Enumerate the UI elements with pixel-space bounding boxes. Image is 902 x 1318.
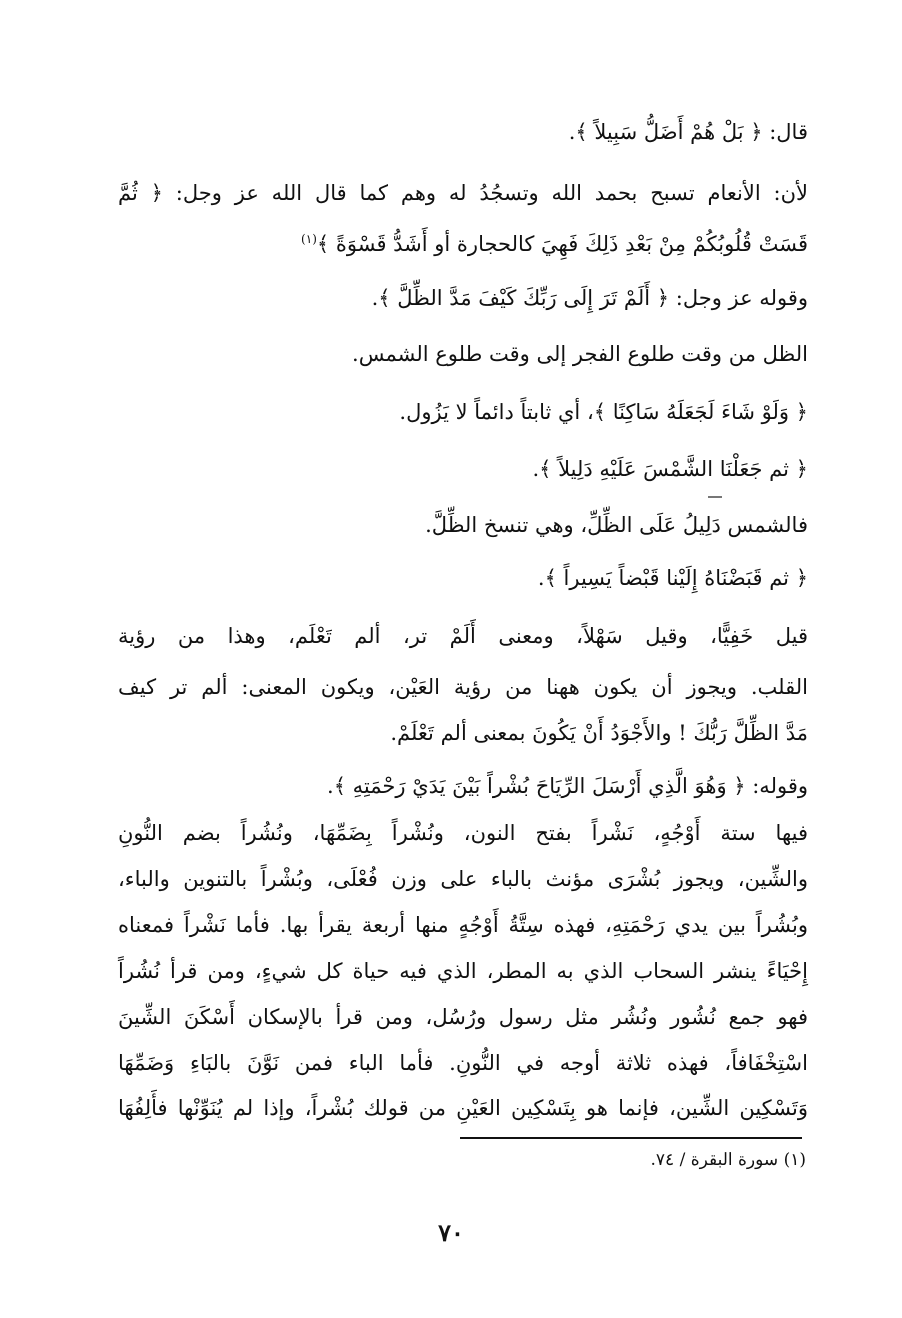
text-line: القلب. ويجوز أن يكون ههنا من رؤية العَيْن، ويكون المعنى: ألم تر كيف <box>118 675 808 699</box>
text-line: وقوله عز وجل: ﴿ أَلَمْ تَرَ إِلَى رَبِّكَ كَيْفَ مَدَّ الظِّلَّ ﴾. <box>371 286 808 310</box>
text-line: وقوله: ﴿ وَهُوَ الَّذِي أَرْسَلَ الرِّيَاحَ بُشْراً بَيْنَ يَدَيْ رَحْمَتِهِ ﴾. <box>327 774 808 798</box>
text-line: قيل خَفِيًّا، وقيل سَهْلاً، ومعنى أَلَمْ تر، ألم تَعْلَم، وهذا من رؤية <box>118 624 808 648</box>
text-line: فالشمس دَلِيلُ عَلَى الظِّلِّ، وهي تنسخ الظِّلَّ. <box>425 513 808 537</box>
text-line: إِحْيَاءً ينشر السحاب الذي به المطر، الذي فيه حياة كل شيءٍ، ومن قرأ نُشُراً <box>118 959 808 983</box>
text-line <box>301 224 808 259</box>
text-line: وَتَسْكِين الشِّين، فإنما هو بِتَسْكِين العَيْنِ من قولك بُشْراً، وإذا لم يُنَوِّنْها فأَلِفُهَا <box>118 1096 808 1120</box>
text-line: والشِّين، ويجوز بُشْرَى مؤنث بالباء على وزن فُعْلَى، وبُشْراً بالتنوين والباء، <box>118 867 808 891</box>
footnote-separator <box>460 1137 802 1139</box>
scan-speck <box>708 496 722 498</box>
footnote-marker: (١) <box>301 232 317 246</box>
page-number: ٧٠ <box>438 1218 464 1247</box>
text-line: فهو جمع نُشُور ونُشُر مثل رسول ورُسُل، ومن قرأ بالإسكان أَسْكَنَ الشِّينَ <box>118 1005 808 1029</box>
text-line: ﴿ ثم قَبَضْنَاهُ إِلَيْنا قَبْضاً يَسِيراً ﴾. <box>537 566 808 590</box>
text-line: الظل من وقت طلوع الفجر إلى وقت طلوع الشمس. <box>352 342 808 366</box>
text-line: مَدَّ الظِّلَّ رَبُّكَ ! والأَجْوَدُ أَنْ يَكُونَ بمعنى ألم تَعْلَمْ. <box>390 721 808 745</box>
text-line: لأن: الأنعام تسبح بحمد الله وتسجُدُ له وهم كما قال الله عز وجل: ﴿ ثُمَّ <box>118 181 808 205</box>
text-line: فيها ستة أَوْجُهٍ، نَشْراً بفتح النون، ونُشْراً بِضَمِّهَا، ونُشُراً بضم النُّونِ <box>118 821 808 845</box>
text-line: اسْتِخْفَافاً، فهذه ثلاثة أوجه في النُّونِ. فأما الباء فمن نَوَّنَ بالبَاءِ وَضَمِّهَا <box>118 1051 808 1075</box>
footnote: (١) سورة البقرة / ٧٤. <box>650 1150 806 1170</box>
text-line: ﴿ ثم جَعَلْنَا الشَّمْسَ عَلَيْهِ دَلِيلاً ﴾. <box>532 457 808 481</box>
text-line: ﴿ وَلَوْ شَاءَ لَجَعَلَهُ سَاكِنًا ﴾، أي ثابتاً دائماً لا يَزُول. <box>399 400 808 424</box>
text-line-content: قَسَتْ قُلُوبُكُمْ مِنْ بَعْدِ ذَلِكَ فَهِيَ كالحجارة أو أَشَدُّ قَسْوَةً ﴾ <box>316 232 808 256</box>
text-line: وبُشُراً بين يدي رَحْمَتِهِ، فهذه سِتَّةُ أَوْجُهٍ منها أربعة يقرأ بها. فأما نَشْراً فمعناه <box>118 913 808 937</box>
text-line: قال: ﴿ بَلْ هُمْ أَضَلُّ سَبِيلاً ﴾. <box>568 120 808 144</box>
